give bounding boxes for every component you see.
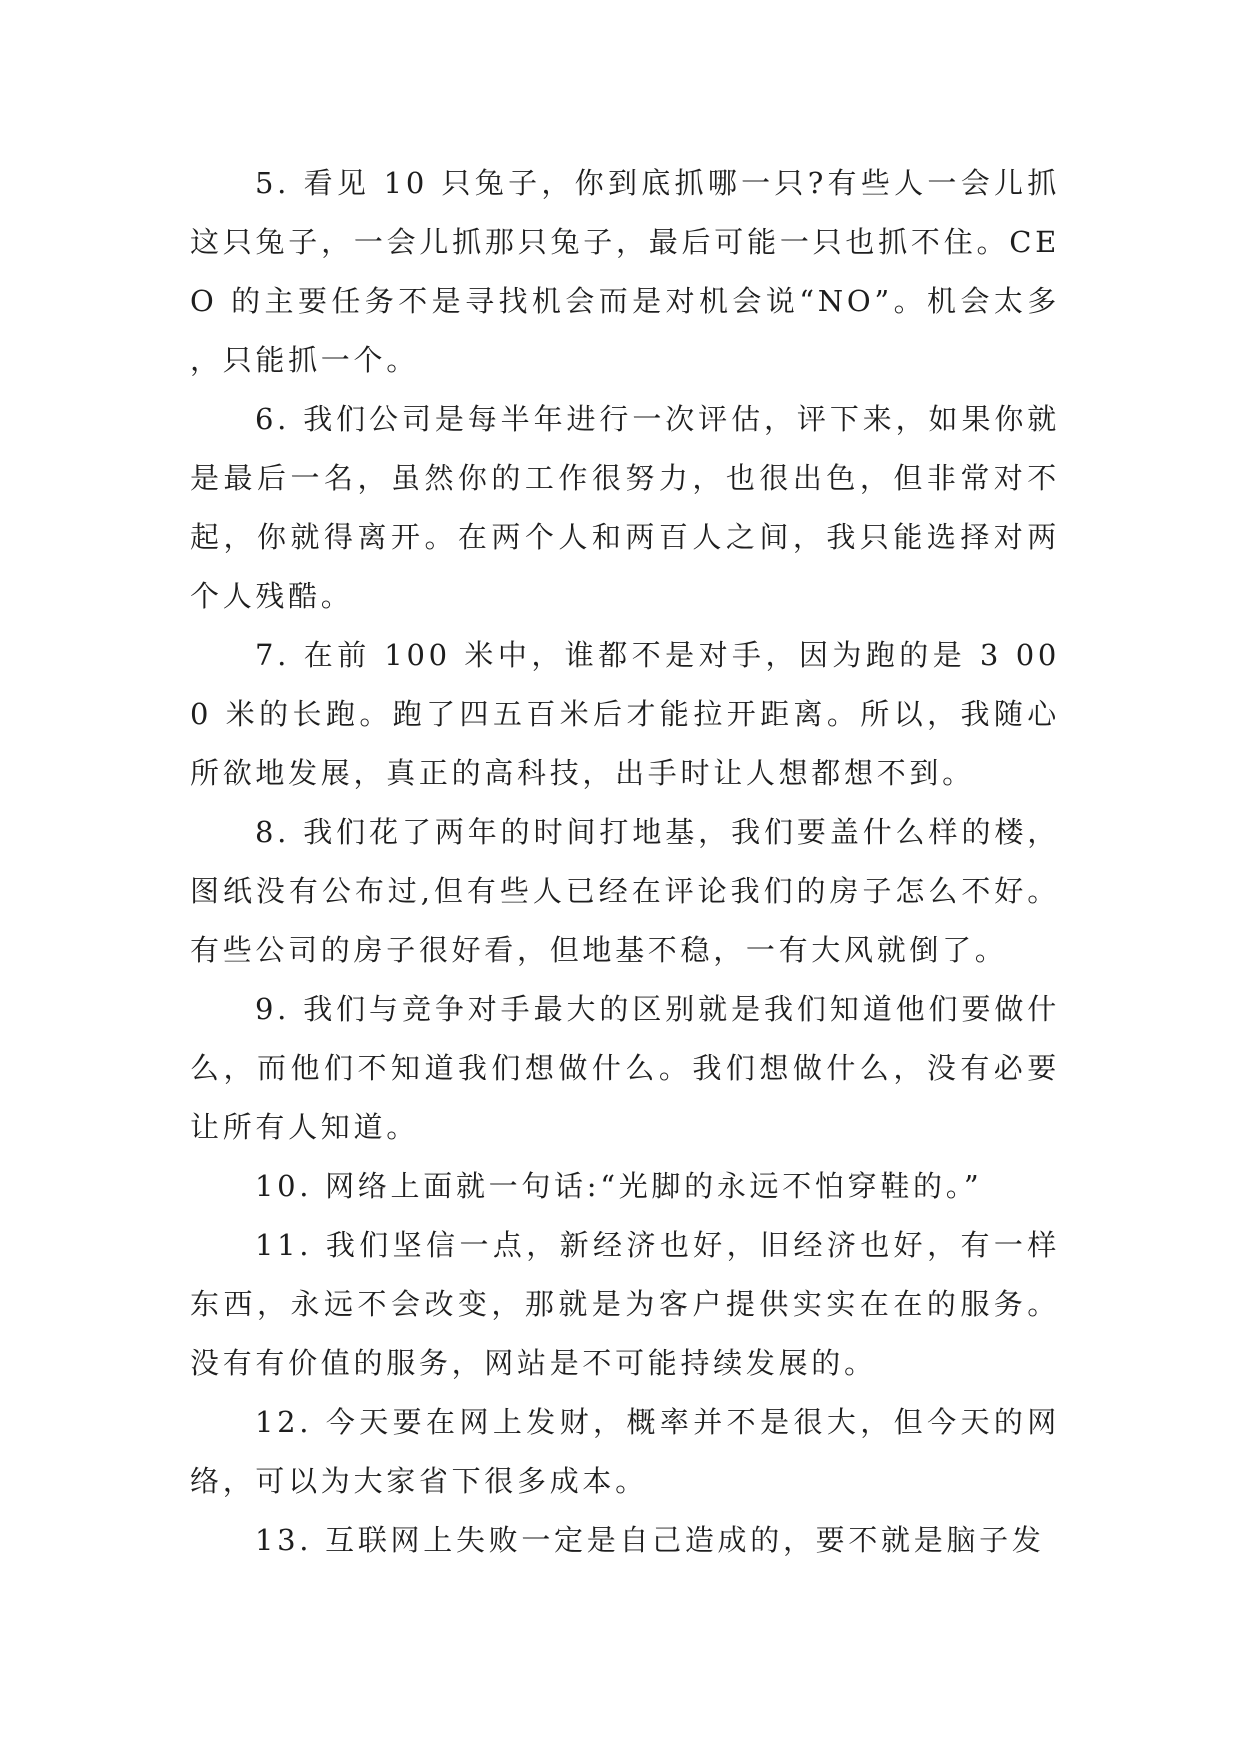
paragraph-7: 7. 在前 100 米中，谁都不是对手，因为跑的是 3 000 米的长跑。跑了四五百米后才能拉开距离。所以，我随心所欲地发展，真正的高科技，出手时让人想都想不到。 bbox=[190, 638, 1060, 790]
paragraph-6: 6. 我们公司是每半年进行一次评估，评下来，如果你就是最后一名，虽然你的工作很努力，也很出色，但非常对不起，你就得离开。在两个人和两百人之间，我只能选择对两个人残酷。 bbox=[190, 402, 1060, 613]
document-body bbox=[190, 154, 1060, 1570]
paragraph-10: 10. 网络上面就一句话:“光脚的永远不怕穿鞋的。” bbox=[255, 1169, 983, 1203]
paragraph-8: 8. 我们花了两年的时间打地基，我们要盖什么样的楼，图纸没有公布过,但有些人已经在评论我们的房子怎么不好。有些公司的房子很好看，但地基不稳，一有大风就倒了。 bbox=[190, 815, 1060, 967]
paragraph-11: 11. 我们坚信一点，新经济也好，旧经济也好，有一样东西，永远不会改变，那就是为客户提供实实在在的服务。没有有价值的服务，网站是不可能持续发展的。 bbox=[190, 1228, 1060, 1380]
paragraph-5: 5. 看见 10 只兔子，你到底抓哪一只?有些人一会儿抓这只兔子，一会儿抓那只兔子，最后可能一只也抓不住。CEO 的主要任务不是寻找机会而是对机会说“NO”。机会太多，只能抓一个。 bbox=[190, 166, 1060, 377]
paragraph-9: 9. 我们与竞争对手最大的区别就是我们知道他们要做什么，而他们不知道我们想做什么。我们想做什么，没有必要让所有人知道。 bbox=[190, 992, 1060, 1144]
paragraph-13: 13. 互联网上失败一定是自己造成的，要不就是脑子发 bbox=[255, 1523, 1045, 1557]
paragraph-12: 12. 今天要在网上发财，概率并不是很大，但今天的网络，可以为大家省下很多成本。 bbox=[190, 1405, 1060, 1498]
